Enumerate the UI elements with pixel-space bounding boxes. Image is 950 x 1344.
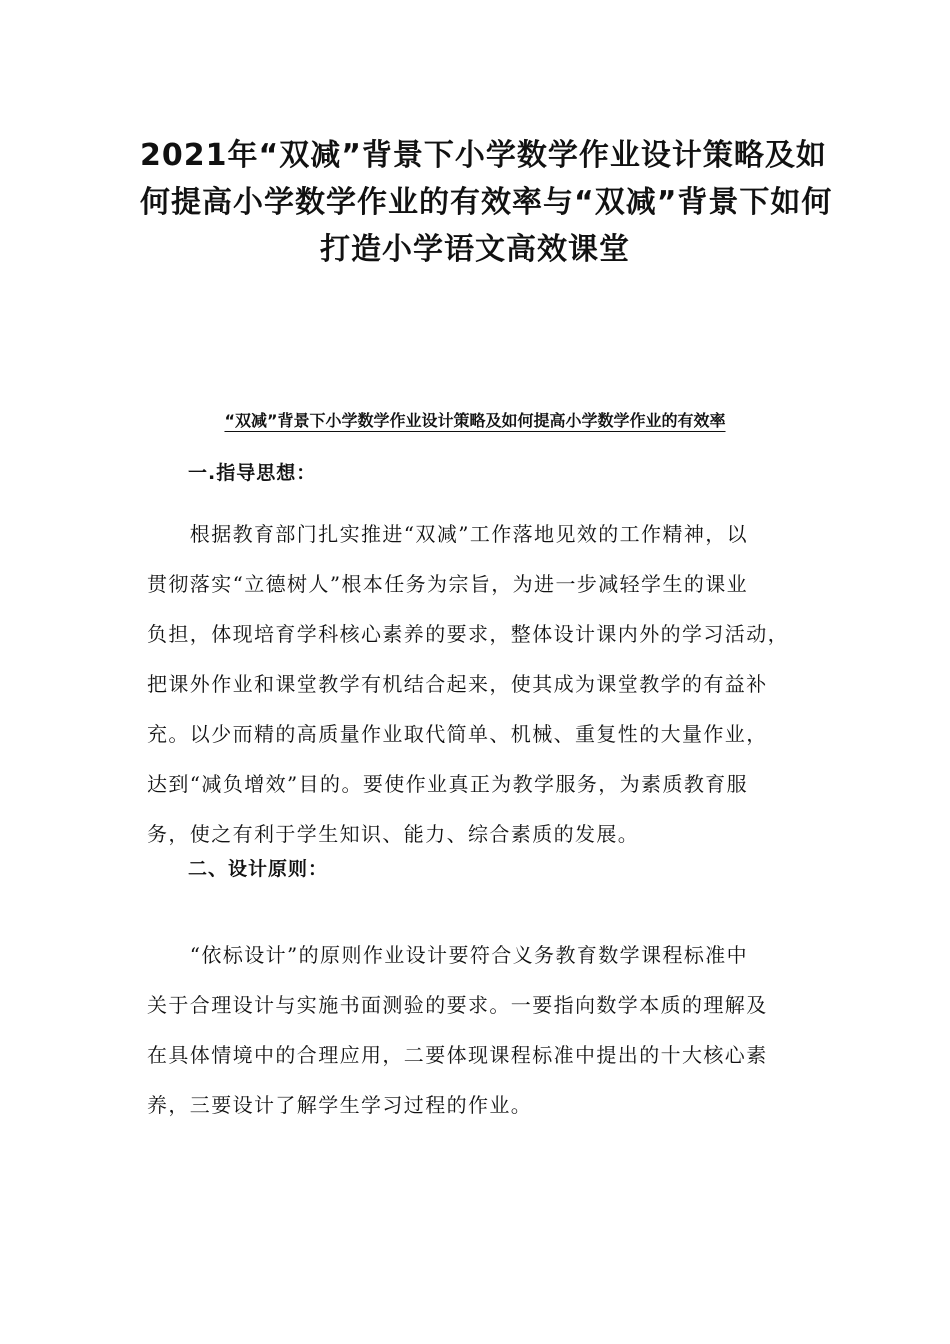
paragraph-line: 达到“减负增效”目的。要使作业真正为教学服务，为素质教育服 xyxy=(147,772,749,796)
section-subtitle xyxy=(150,409,800,433)
subtitle-text: “双减”背景下小学数学作业设计策略及如何提高小学数学作业的有效率 xyxy=(224,411,726,430)
paragraph-line: “依标设计”的原则作业设计要符合义务教育数学课程标准中 xyxy=(147,943,749,967)
paragraph-line: 负担，体现培育学科核心素养的要求，整体设计课内外的学习活动， xyxy=(147,622,789,646)
title-line-2: 何提高小学数学作业的有效率与“双减”背景下如何 xyxy=(140,185,833,220)
paragraph-line: 在具体情境中的合理应用，二要体现课程标准中提出的十大核心素 xyxy=(147,1043,768,1067)
paragraph-line: 充。以少而精的高质量作业取代简单、机械、重复性的大量作业， xyxy=(147,722,768,746)
section-heading-guiding-ideas: 一.指导思想： xyxy=(188,462,317,484)
title-line-3: 打造小学语文高效课堂 xyxy=(320,232,630,267)
title-line-1: 2021年“双减”背景下小学数学作业设计策略及如 xyxy=(140,138,827,173)
paragraph-line: 贯彻落实“立德树人”根本任务为宗旨，为进一步减轻学生的课业 xyxy=(147,572,749,596)
paragraph-guiding-ideas xyxy=(147,509,827,859)
paragraph-design-principles xyxy=(147,930,827,1130)
paragraph-line: 把课外作业和课堂教学有机结合起来，使其成为课堂教学的有益补 xyxy=(147,672,768,696)
document-title xyxy=(140,132,833,273)
paragraph-line: 养，三要设计了解学生学习过程的作业。 xyxy=(147,1093,533,1117)
paragraph-line: 根据教育部门扎实推进“双减”工作落地见效的工作精神，以 xyxy=(147,522,749,546)
paragraph-line: 关于合理设计与实施书面测验的要求。一要指向数学本质的理解及 xyxy=(147,993,768,1017)
paragraph-line: 务，使之有利于学生知识、能力、综合素质的发展。 xyxy=(147,822,640,846)
section-heading-design-principles: 二、设计原则： xyxy=(188,858,329,880)
